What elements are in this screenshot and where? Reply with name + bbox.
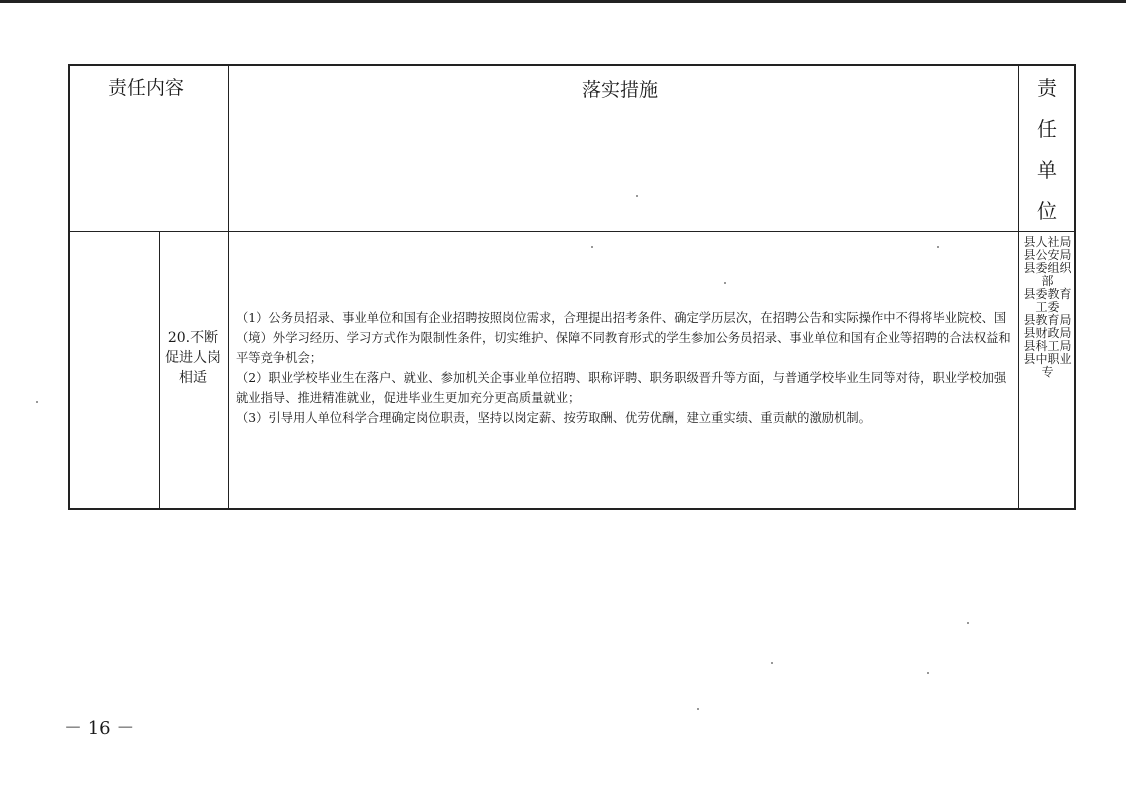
unit: 县中职业专 [1023,352,1072,379]
header-unit-char: 任 [1037,117,1057,141]
scan-speck [967,622,969,624]
header-unit [1020,68,1074,232]
unit: 县财政局 [1023,326,1072,340]
measures-text [236,308,1014,428]
table-bottom-border [68,508,1076,510]
scan-speck [927,672,929,674]
scan-speck [937,246,939,248]
unit: 县委组织部 [1023,261,1072,288]
scan-speck [771,662,773,664]
unit: 县公安局 [1023,248,1072,262]
header-unit-char: 责 [1037,76,1057,100]
col-divider-inner [159,231,160,510]
header-row-divider [68,231,1076,232]
header-content: 责任内容 [108,77,185,99]
table-right-border [1074,64,1076,510]
scan-speck [636,195,638,197]
scan-speck [697,708,699,710]
table-top-border [68,64,1076,66]
header-unit-char: 单 [1037,158,1057,182]
scan-speck [724,282,726,284]
top-rule [0,0,1126,3]
col-divider-2 [1018,64,1019,510]
scan-speck [591,246,593,248]
page-number: － 16 － [64,718,135,739]
scan-speck [36,401,38,403]
item-title: 20.不断促进人岗相适 [165,330,221,386]
unit: 县委教育工委 [1023,287,1072,314]
responsible-units [1021,236,1074,379]
measure-2: （2）职业学校毕业生在落户、就业、参加机关企事业单位招聘、职称评聘、职务职级晋升等方面，与普通学校毕业生同等对待，职业学校加强就业指导、推进精准就业，促进毕业生更加充分更高质量就业； [236,371,1007,405]
unit: 县教育局 [1023,313,1072,327]
table-left-border [68,64,70,510]
unit: 县科工局 [1023,339,1072,353]
measure-3: （3）引导用人单位科学合理确定岗位职责，坚持以岗定薪、按劳取酬、优劳优酬，建立重实绩、重贡献的激励机制。 [236,411,871,425]
measure-1: （1）公务员招录、事业单位和国有企业招聘按照岗位需求，合理提出招考条件、确定学历层次，在招聘公告和实际操作中不得将毕业院校、国（境）外学习经历、学习方式作为限制性条件，切实维护、保障不同教育形式的学生参加公务员招录、事业单位和国有企业等招聘的合法权益和平等竞争机会； [236,311,1011,365]
col-divider-1 [228,64,229,510]
unit: 县人社局 [1023,235,1072,249]
header-unit-char: 位 [1037,199,1057,223]
header-measures: 落实措施 [582,79,659,101]
